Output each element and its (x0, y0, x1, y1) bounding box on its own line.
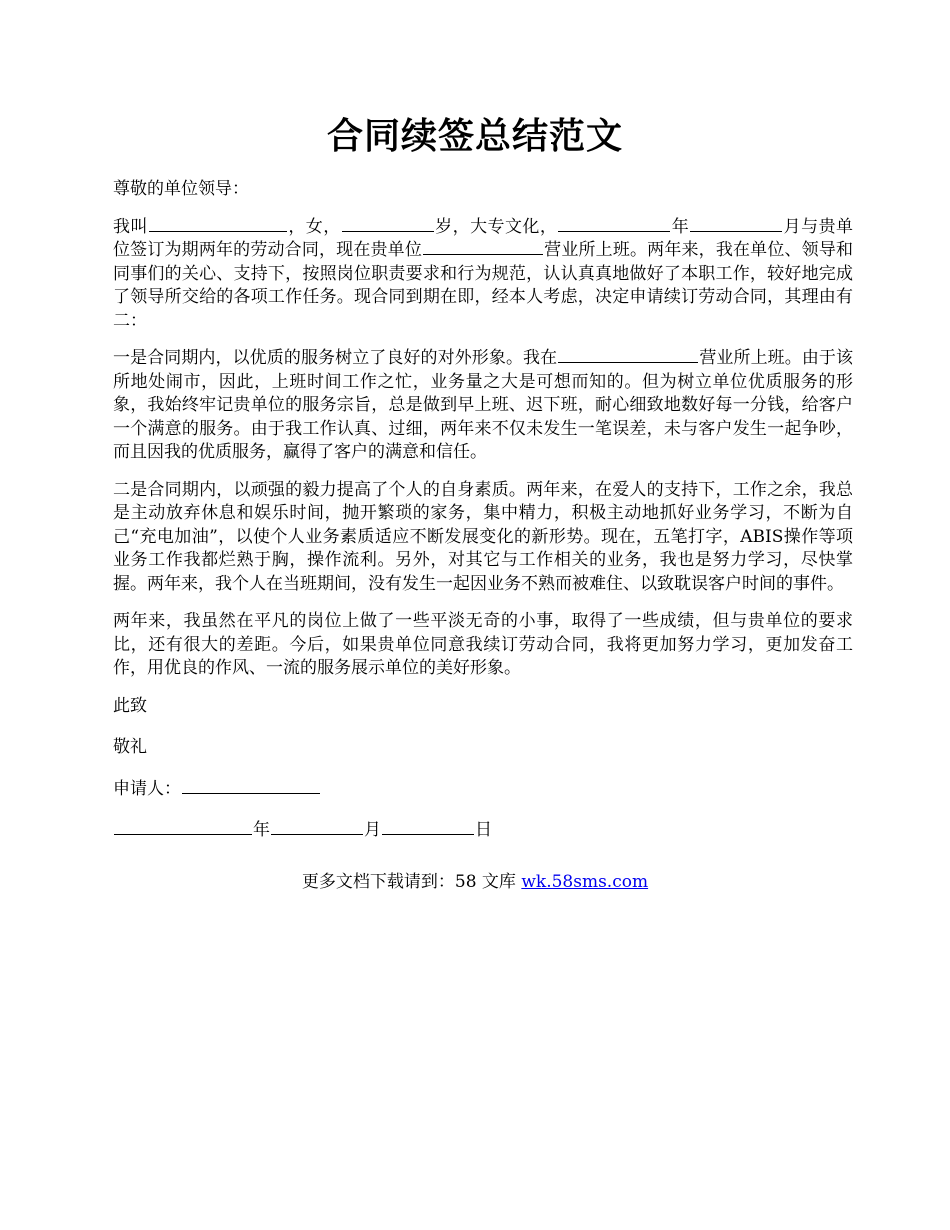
month-blank (690, 216, 782, 232)
paragraph-1-text-a: 我叫 (113, 216, 148, 237)
age-blank (342, 216, 434, 232)
salutation: 尊敬的单位领导： (113, 179, 249, 199)
date-day-blank (382, 819, 474, 835)
closing-jing-li: 敬礼 (113, 737, 147, 757)
applicant-line (113, 778, 853, 802)
paragraph-1-text-b: ，女， (287, 216, 341, 237)
applicant-label: 申请人： (113, 778, 181, 799)
paragraph-2-text-b: 营业所上班。由于该所地处闹市，因此，上班时间工作之忙，业务量之大是可想而知的。但为树立单位优质服务的形象，我始终牢记贵单位的服务宗旨，总是做到早上班、迟下班，耐心细致地数好每一分钱，给客户一个满意的服务。由于我工作认真、过细，两年来不仅未发生一笔误差，未与客户发生一起争吵，而且因我的优质服务，赢得了客户的满意和信任。 (113, 348, 854, 462)
document-title: 合同续签总结范文 (326, 115, 623, 157)
date-month-blank (271, 819, 363, 835)
paragraph-1-text-e: 月与贵单位签订为期两年的劳动合同，现在贵单位 (113, 216, 854, 260)
footer-link[interactable]: wk.58sms.com (521, 872, 649, 892)
applicant-blank (182, 778, 320, 794)
closing-ci-zhi: 此致 (113, 695, 147, 716)
date-line (113, 819, 853, 843)
document-body (113, 178, 853, 857)
year-blank (558, 216, 670, 232)
paragraph-2-text-a: 一是合同期内，以优质的服务树立了良好的对外形象。我在 (113, 348, 558, 368)
date-year-label: 年 (253, 820, 270, 840)
office-blank-2 (558, 347, 698, 363)
date-day-label: 日 (475, 820, 492, 840)
paragraph-3: 二是合同期内，以顽强的毅力提高了个人的自身素质。两年来，在爱人的支持下，工作之余，我总是主动放弃休息和娱乐时间，抛开繁琐的家务，集中精力，积极主动地抓好业务学习，不断为自己“充电加油”，以使个人业务素质适应不断发展变化的新形势。现在，五笔打字，ABIS操作等项业务工作我都烂熟于胸，操作流利。另外，对其它与工作相关的业务，我也是努力学习，尽快掌握。两年来，我个人在当班期间，没有发生一起因业务不熟而被难住、以致耽误客户时间的事件。 (113, 479, 853, 594)
name-blank (149, 216, 287, 232)
footer (0, 870, 950, 894)
office-blank (423, 239, 543, 255)
paragraph-2 (113, 347, 853, 465)
paragraph-1-text-c: 岁，大专文化， (434, 216, 558, 237)
footer-text: 更多文档下载请到：58 文库 (301, 872, 522, 892)
paragraph-1-text-d: 年 (671, 216, 690, 237)
paragraph-1-text-f: 营业所上班。两年来，我在单位、领导和同事们的关心、支持下，按照岗位职责要求和行为规范，认认真真地做好了本职工作，较好地完成了领导所交给的各项工作任务。现合同到期在即，经本人考虑，决定申请续订劳动合同，其理由有二： (113, 240, 853, 331)
date-year-blank (114, 819, 252, 835)
paragraph-1 (113, 216, 853, 334)
paragraph-4: 两年来，我虽然在平凡的岗位上做了一些平淡无奇的小事，取得了一些成绩，但与贵单位的要求比，还有很大的差距。今后，如果贵单位同意我续订劳动合同，我将更加努力学习，更加发奋工作，用优良的作风、一流的服务展示单位的美好形象。 (113, 611, 853, 678)
date-month-label: 月 (364, 820, 381, 840)
